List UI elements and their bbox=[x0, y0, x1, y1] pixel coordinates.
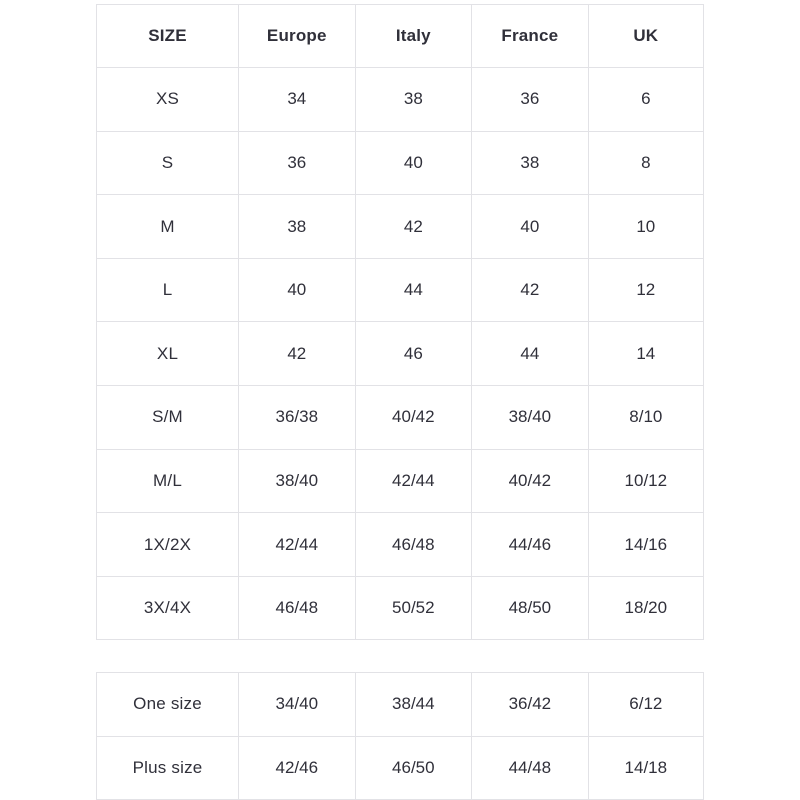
cell-uk: 18/20 bbox=[588, 576, 703, 640]
cell-europe: 38/40 bbox=[239, 449, 356, 513]
table-row bbox=[97, 386, 704, 450]
cell-europe: 42/44 bbox=[239, 513, 356, 577]
column-header-size: SIZE bbox=[97, 4, 239, 68]
table-body bbox=[97, 68, 704, 640]
table-row bbox=[97, 449, 704, 513]
cell-uk: 14/16 bbox=[588, 513, 703, 577]
cell-europe: 38 bbox=[239, 195, 356, 259]
cell-italy: 46/50 bbox=[355, 736, 472, 800]
row-label: M bbox=[97, 195, 239, 259]
cell-italy: 42/44 bbox=[355, 449, 472, 513]
row-label: 3X/4X bbox=[97, 576, 239, 640]
table-row bbox=[97, 736, 704, 800]
row-label: XL bbox=[97, 322, 239, 386]
row-label: S bbox=[97, 131, 239, 195]
cell-europe: 34/40 bbox=[239, 673, 356, 737]
cell-italy: 46/48 bbox=[355, 513, 472, 577]
column-header-europe: Europe bbox=[239, 4, 356, 68]
cell-europe: 40 bbox=[239, 258, 356, 322]
cell-france: 40/42 bbox=[472, 449, 589, 513]
cell-uk: 8 bbox=[588, 131, 703, 195]
table-row bbox=[97, 131, 704, 195]
cell-france: 36 bbox=[472, 68, 589, 132]
cell-france: 38/40 bbox=[472, 386, 589, 450]
cell-europe: 46/48 bbox=[239, 576, 356, 640]
column-header-italy: Italy bbox=[355, 4, 472, 68]
row-label: 1X/2X bbox=[97, 513, 239, 577]
row-label: XS bbox=[97, 68, 239, 132]
row-label: S/M bbox=[97, 386, 239, 450]
row-label: L bbox=[97, 258, 239, 322]
table-row bbox=[97, 322, 704, 386]
cell-france: 38 bbox=[472, 131, 589, 195]
cell-europe: 36 bbox=[239, 131, 356, 195]
cell-italy: 50/52 bbox=[355, 576, 472, 640]
cell-uk: 6/12 bbox=[588, 673, 703, 737]
table-header bbox=[97, 4, 704, 68]
table-row bbox=[97, 673, 704, 737]
cell-france: 44 bbox=[472, 322, 589, 386]
cell-uk: 14 bbox=[588, 322, 703, 386]
table-row bbox=[97, 576, 704, 640]
table-gap bbox=[96, 640, 704, 672]
cell-italy: 40 bbox=[355, 131, 472, 195]
cell-europe: 34 bbox=[239, 68, 356, 132]
cell-france: 40 bbox=[472, 195, 589, 259]
size-conversion-table bbox=[96, 4, 704, 641]
cell-uk: 8/10 bbox=[588, 386, 703, 450]
row-label: Plus size bbox=[97, 736, 239, 800]
table-header-row bbox=[97, 4, 704, 68]
cell-uk: 10 bbox=[588, 195, 703, 259]
cell-france: 44/48 bbox=[472, 736, 589, 800]
column-header-uk: UK bbox=[588, 4, 703, 68]
cell-france: 44/46 bbox=[472, 513, 589, 577]
special-table-body bbox=[97, 673, 704, 800]
row-label: M/L bbox=[97, 449, 239, 513]
cell-europe: 42 bbox=[239, 322, 356, 386]
cell-italy: 42 bbox=[355, 195, 472, 259]
cell-uk: 10/12 bbox=[588, 449, 703, 513]
cell-italy: 44 bbox=[355, 258, 472, 322]
column-header-france: France bbox=[472, 4, 589, 68]
row-label: One size bbox=[97, 673, 239, 737]
cell-europe: 42/46 bbox=[239, 736, 356, 800]
cell-france: 42 bbox=[472, 258, 589, 322]
special-size-table bbox=[96, 672, 704, 800]
table-row bbox=[97, 68, 704, 132]
cell-italy: 38 bbox=[355, 68, 472, 132]
cell-uk: 14/18 bbox=[588, 736, 703, 800]
cell-italy: 46 bbox=[355, 322, 472, 386]
cell-france: 48/50 bbox=[472, 576, 589, 640]
cell-italy: 38/44 bbox=[355, 673, 472, 737]
cell-uk: 12 bbox=[588, 258, 703, 322]
cell-france: 36/42 bbox=[472, 673, 589, 737]
cell-italy: 40/42 bbox=[355, 386, 472, 450]
cell-uk: 6 bbox=[588, 68, 703, 132]
table-row bbox=[97, 258, 704, 322]
cell-europe: 36/38 bbox=[239, 386, 356, 450]
table-row bbox=[97, 513, 704, 577]
table-row bbox=[97, 195, 704, 259]
